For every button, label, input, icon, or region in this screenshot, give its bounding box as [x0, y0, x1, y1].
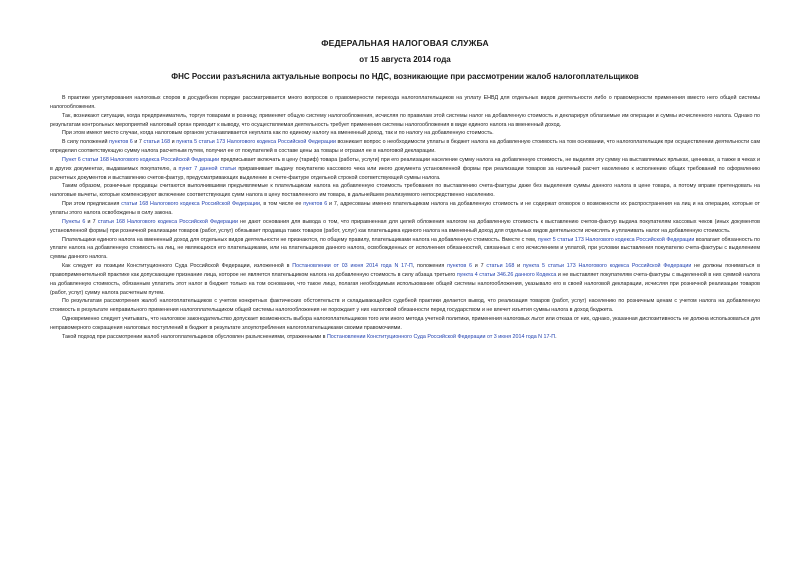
paragraph-11: По результатам рассмотрения жалоб налогоплательщиков с учетом конкретных фактических обстоятельств и складывающейся судебной практики делается вывод, что реализация товаров (работ, услуг) населению по розничным ценам с учетом налога на добавленную стоимость в результате неправильного применения налогоплательщиком общей системы налогообложения не порождает у них налоговой обязанности перед государством и не влечет изъятия суммы налога в доход бюджета. [50, 298, 760, 314]
document-date: от 15 августа 2014 года [359, 55, 451, 64]
paragraph-8 [50, 218, 760, 236]
link-nk-168-p6[interactable]: пунктов 6 [303, 201, 328, 208]
text-span: не дают основания для вывода о том, что приравненная для целей обложения налогом на добавленную стоимость к выставлению счетов-фактур выдача покупателям кассовых чеков (иных документов установленной формы) при розничной реализации товаров (работ, услуг) обязывает продавца таких товаров (работ, услуг) как плательщика единого налога на вмененный доход для отдельных видов деятельности исчислять и уплачивать налог на добавленную стоимость. [50, 218, 760, 234]
text-span: и не выставляет покупателям счета-фактуры с выделенной в них суммой налога на добавленную стоимость, обязанным уплатить этот налог в бюджет только на том основании, что такое лицо, полагая необходимым использование общей системы налогообложения, указывало его в своей налоговой декларации, исчисляя при розничной реализации товаров (работ, услуг) сумму налога расчетным путем. [50, 271, 760, 296]
text-span: , положения [412, 263, 448, 270]
text-span: При этом предписания [62, 201, 122, 208]
text-span: возникает вопрос о необходимости уплаты в бюджет налога на добавленную стоимость на том основании, что налогоплательщик при осуществлении деятельности сам определил соответствующую сумму налога расчетным путем, получил ее от покупателей в составе цены за товары и отразил ее в налоговой декларации. [50, 139, 761, 155]
paragraph-7 [50, 200, 760, 218]
link-nk-173-p5[interactable]: пункт 5 статьи 173 Налогового кодекса Российской Федерации [537, 236, 695, 243]
text-span: . [555, 333, 557, 340]
paragraph-4 [50, 138, 760, 156]
text-span: приравнивает выдачу покупателю кассового чека или иного документа установленной формы при реализации товаров за наличный расчет населению к исполнению общих требований по оформлению расчетных документов и выставлению счетов-фактур, предусматривающих выделение в счете-фактуре отдельной строкой соответствующей суммы налога. [50, 165, 760, 181]
link-nk-168-p6[interactable]: Пункт 6 статьи 168 Налогового кодекса Российской Федерации [62, 156, 220, 163]
link-nk-168[interactable]: статьи 168 [486, 263, 515, 270]
document-title: ФНС России разъяснила актуальные вопросы по НДС, возникающие при рассмотрении жалоб налогоплательщиков [171, 72, 639, 81]
paragraph-9 [50, 236, 760, 263]
link-nk-168-p7[interactable]: пункт 7 данной статьи [178, 165, 236, 172]
link-nk-168-p6[interactable]: пунктов 6 [447, 263, 472, 270]
agency-heading: ФЕДЕРАЛЬНАЯ НАЛОГОВАЯ СЛУЖБА [321, 38, 489, 48]
link-nk-168[interactable]: статьи 168 [143, 139, 171, 146]
text-span: и 7 [471, 263, 487, 270]
paragraph-3: При этом имеют место случаи, когда налоговым органом устанавливается неуплата как по единому налогу на вмененный доход, так и по налогу на добавленную стоимость. [62, 130, 494, 137]
paragraph-13 [50, 333, 760, 342]
text-span: и 7 [85, 218, 98, 225]
paragraph-10 [50, 262, 760, 297]
link-ks-postanovlenie-17p[interactable]: Постановлении Конституционного Суда Российской Федерации от 3 июня 2014 года N 17-П [326, 333, 556, 340]
link-nk-346-26-p4[interactable]: пункта 4 статьи 346.26 данного Кодекса [456, 271, 557, 278]
document-body [50, 94, 760, 342]
link-nk-168-p6[interactable]: пунктов 6 [109, 139, 133, 146]
text-span: возлагает обязанность по уплате налога на добавленную стоимость на лиц, не являющихся его плательщиками, или на плательщиков данного налога, освобожденных от исполнения обязанностей, связанных с его исчислением и уплатой, при условии выставления покупателю счета-фактуры с выделением суммы данного налога. [50, 236, 760, 261]
link-nk-173-p5[interactable]: пункта 5 статьи 173 Налогового кодекса Российской Федерации [176, 139, 336, 146]
text-span: и 7, адресованы именно плательщикам налога на добавленную стоимость и не содержат оговорок о возможности их распространения на лиц и на операции, которые от уплаты этого налога освобождены в силу закона. [50, 201, 760, 216]
paragraph-1: В практике урегулирования налоговых споров в досудебном порядке рассматривается много вопросов о правомерности перехода налогоплательщиков на уплату ЕНВД для отдельных видов деятельности либо о правомерности применения вместо него общей системы налогообложения. [50, 95, 760, 110]
text-span: и [170, 139, 177, 146]
text-span: и [514, 263, 523, 270]
text-span: Такой подход при рассмотрении жалоб налогоплательщиков обусловлен разъяснениями, отраженными в [62, 333, 327, 340]
text-span: Плательщики единого налога на вмененный доход для отдельных видов деятельности не признаются, по общему правилу, плательщиками налога на добавленную стоимость. Вместе с тем, [62, 236, 538, 243]
link-nk-168[interactable]: статьи 168 Налогового кодекса Российской Федерации [121, 201, 261, 208]
link-nk-168[interactable]: статьи 168 Налогового кодекса Российской Федерации [97, 218, 239, 225]
text-span: предписывает включать в цену (тариф) товара (работы, услуги) при его реализации население сумму налога на добавленную стоимость, не выделяя эту сумму на выставляемых ярлыках, ценниках, а также в чеках и в других документах, выдаваемых покупателю, а [50, 156, 760, 172]
text-span: Как следует из позиции Конституционного Суда Российской Федерации, изложенной в [62, 263, 293, 270]
link-nk-168-p6[interactable]: Пункты 6 [62, 218, 86, 225]
text-span: , в том числе ее [260, 201, 304, 208]
paragraph-2: Так, возникают ситуации, когда предприниматель, торгуя товарами в розницу, применяет общую систему налогообложения, исчисляя по правилам этой системы налог на добавленную стоимость и декларируя облагаемые им операции и суммы исчисленного налога. Однако по результатам контрольных мероприятий налоговый орган приходит к выводу, что осуществляемая деятельность требует применения системы налогообложения в виде единого налога на вмененный доход. [50, 112, 760, 128]
text-span: и 7 [132, 139, 144, 146]
text-span: не должны пониматься в правоприменительной практике как допускающие признание лица, которое не является плательщиком налога на добавленную стоимость в силу абзаца третьего [50, 263, 761, 278]
text-span: В силу положений [62, 139, 110, 146]
paragraph-5 [50, 156, 760, 183]
link-nk-173-p5[interactable]: пункта 5 статьи 173 Налогового кодекса Российской Федерации [522, 263, 692, 270]
paragraph-6: Таким образом, розничные продавцы считаются выполнившими предъявляемые к плательщикам налога на добавленную стоимость требования по выставлению счета-фактуры даже без выделения суммы данного налога в цене товара, а потому вправе претендовать на налоговые вычеты, которые компенсируют включение соответствующих сумм налога в цену поставленного им товара, в дальнейшем реализуемого непосредственно населению. [50, 183, 760, 199]
paragraph-12: Одновременно следует учитывать, что налоговое законодательство допускает возможность выбора налогоплательщиком того или иного метода учетной политики, применения налоговых льгот или отказа от них, однако, указанная диспозитивность не должна использоваться для неправомерного сокращения налоговых поступлений в бюджет в результате злоупотребления налогоплательщиками своими правомочиями. [50, 316, 760, 331]
link-ks-postanovlenie-17p[interactable]: Постановлении от 03 июня 2014 года N 17-П [292, 263, 413, 270]
